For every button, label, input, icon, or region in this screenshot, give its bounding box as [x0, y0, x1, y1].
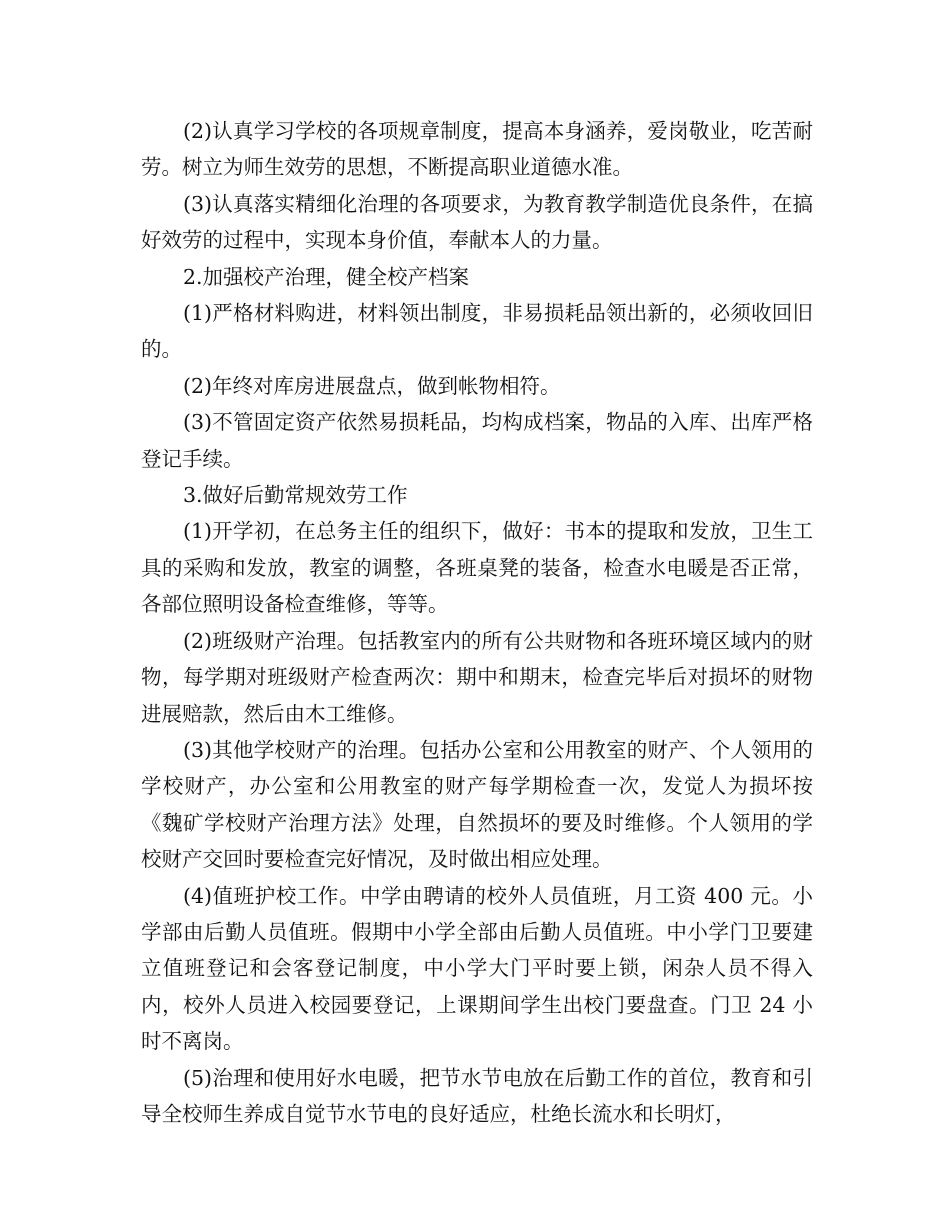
- paragraph: (1)严格材料购进，材料领出制度，非易损耗品领出新的，必须收回旧的。: [141, 301, 813, 362]
- paragraph: (1)开学初，在总务主任的组织下，做好：书本的提取和发放，卫生工具的采购和发放，教室的调整，各班桌凳的装备，检查水电暖是否正常，各部位照明设备检查维修，等等。: [141, 519, 813, 617]
- paragraph: (5)治理和使用好水电暖，把节水节电放在后勤工作的首位，教育和引导全校师生养成自觉节水节电的良好适应，杜绝长流水和长明灯，: [141, 1065, 813, 1126]
- paragraph: (3)其他学校财产的治理。包括办公室和公用教室的财产、个人领用的学校财产，办公室和公用教室的财产每学期检查一次，发觉人为损坏按《魏矿学校财产治理方法》处理，自然损坏的要及时维修。个人领用的学校财产交回时要检查完好情况，及时做出相应处理。: [141, 737, 813, 872]
- paragraph: (3)认真落实精细化治理的各项要求，为教育教学制造优良条件，在搞好效劳的过程中，实现本身价值，奉献本人的力量。: [141, 191, 813, 253]
- paragraph: (3)不管固定资产依然易损耗品，均构成档案，物品的入库、出库严格登记手续。: [141, 410, 813, 471]
- section-heading: 3.做好后勤常规效劳工作: [183, 483, 408, 508]
- paragraph: (4)值班护校工作。中学由聘请的校外人员值班，月工资 400 元。小学部由后勤人员值班。假期中小学全部由后勤人员值班。中小学门卫要建立值班登记和会客登记制度，中小学大门平时要上锁，闲杂人员不得入内，校外人员进入校园要登记，上课期间学生出校门要盘查。门卫 24 小时不离岗。: [141, 883, 813, 1054]
- paragraph: (2)班级财产治理。包括教室内的所有公共财物和各班环境区域内的财物，每学期对班级财产检查两次：期中和期末，检查完毕后对损坏的财物进展赔款，然后由木工维修。: [141, 628, 813, 726]
- paragraph: (2)年终对库房进展盘点，做到帐物相符。: [183, 373, 561, 398]
- document-body: [141, 113, 813, 1132]
- section-heading: 2.加强校产治理，健全校产档案: [183, 264, 470, 289]
- paragraph: (2)认真学习学校的各项规章制度，提高本身涵养，爱岗敬业，吃苦耐劳。树立为师生效劳的思想，不断提高职业道德水准。: [141, 119, 813, 180]
